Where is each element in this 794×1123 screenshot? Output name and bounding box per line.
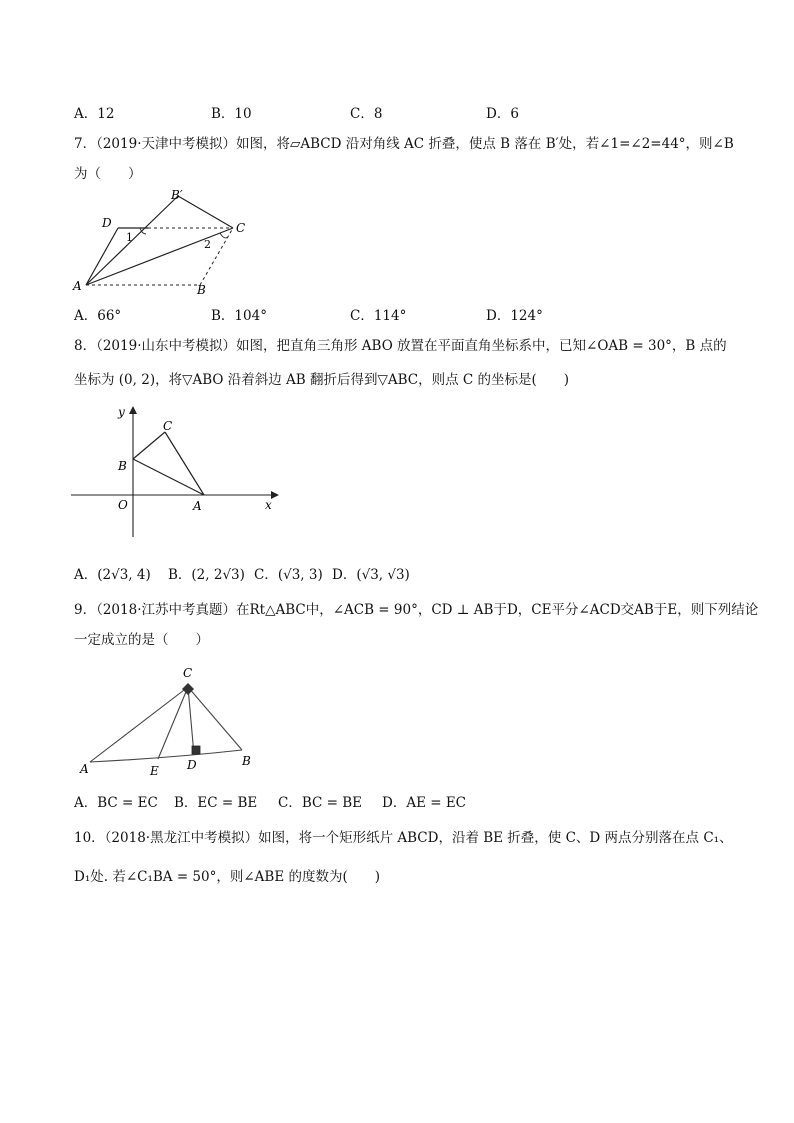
q8-options <box>74 563 714 583</box>
q9-triangle-figure <box>70 662 270 780</box>
q9-stem-line1: 9．（2018·江苏中考真题）在Rt△ABC中，∠ACB = 90°，CD ⊥ AB于D，CE平分∠ACD交AB于E，则下列结论 <box>74 602 759 618</box>
q9-stem-line2: 一定成立的是（ ） <box>74 632 209 648</box>
q7-label-b-prime: B′ <box>171 188 183 202</box>
q8-stem-line1: 8．（2019·山东中考模拟）如图，把直角三角形 ABO 放置在平面直角坐标系中，已知∠OAB = 30°，B 点的 <box>74 338 727 354</box>
q7-option-d: D．124° <box>486 308 543 324</box>
q8-label-a: A <box>193 499 202 513</box>
q8-label-b: B <box>118 459 127 473</box>
q8-label-c: C <box>163 419 173 433</box>
q10-stem-line2: D₁处. 若∠C₁BA = 50°，则∠ABE 的度数为( ) <box>74 869 381 885</box>
q8-stem-line2: 坐标为 (0, 2)，将▽ABO 沿着斜边 AB 翻折后得到▽ABC，则点 C 的坐标是( ) <box>74 372 570 388</box>
q9-label-e: E <box>150 764 159 778</box>
q7-option-b: B．104° <box>211 308 267 324</box>
q8-option-c: C．(√3, 3) <box>254 567 323 583</box>
q7-stem-line2: 为（ ） <box>74 166 142 182</box>
q7-option-c: C．114° <box>350 308 407 324</box>
q7-label-b: B <box>197 283 206 297</box>
q6-option-d: D．6 <box>486 106 519 122</box>
q9-label-a: A <box>80 762 89 776</box>
q6-option-b: B．10 <box>211 106 252 122</box>
q7-angle-1-label: 1 <box>126 231 133 244</box>
q8-option-d: D．(√3, √3) <box>332 567 410 583</box>
q10-stem-line1: 10．（2018·黑龙江中考模拟）如图，将一个矩形纸片 ABCD，沿着 BE 折叠，使 C、D 两点分别落在点 C₁、 <box>74 830 733 846</box>
q9-label-b: B <box>242 754 251 768</box>
q6-option-c: C．8 <box>350 106 383 122</box>
q9-option-b: B．EC = BE <box>174 795 258 811</box>
q9-option-d: D．AE = EC <box>382 795 467 811</box>
q8-axis-y-label: y <box>118 405 125 419</box>
q7-label-c: C <box>236 221 246 235</box>
q9-options <box>74 791 714 811</box>
q8-option-a: A．(2√3, 4) <box>74 567 151 583</box>
q6-option-a: A．12 <box>74 106 115 122</box>
q8-coordinate-figure <box>66 402 286 544</box>
q8-option-b: B．(2, 2√3) <box>168 567 245 583</box>
q7-options <box>74 304 714 324</box>
q7-label-a: A <box>73 279 82 293</box>
q6-options <box>74 102 714 122</box>
q7-option-a: A．66° <box>74 308 122 324</box>
q7-parallelogram-figure <box>70 186 260 298</box>
q9-option-a: A．BC = EC <box>74 795 158 811</box>
q9-option-c: C．BC = BE <box>278 795 362 811</box>
q8-axis-x-label: x <box>265 498 272 512</box>
q7-angle-2-label: 2 <box>204 238 211 251</box>
q7-label-d: D <box>102 216 112 230</box>
q8-label-o: O <box>118 498 128 512</box>
q7-stem-line1: 7．（2019·天津中考模拟）如图，将▱ABCD 沿对角线 AC 折叠，使点 B 落在 B′处，若∠1=∠2=44°，则∠B <box>74 136 734 152</box>
q9-label-c: C <box>183 666 193 680</box>
q9-label-d: D <box>187 758 197 772</box>
